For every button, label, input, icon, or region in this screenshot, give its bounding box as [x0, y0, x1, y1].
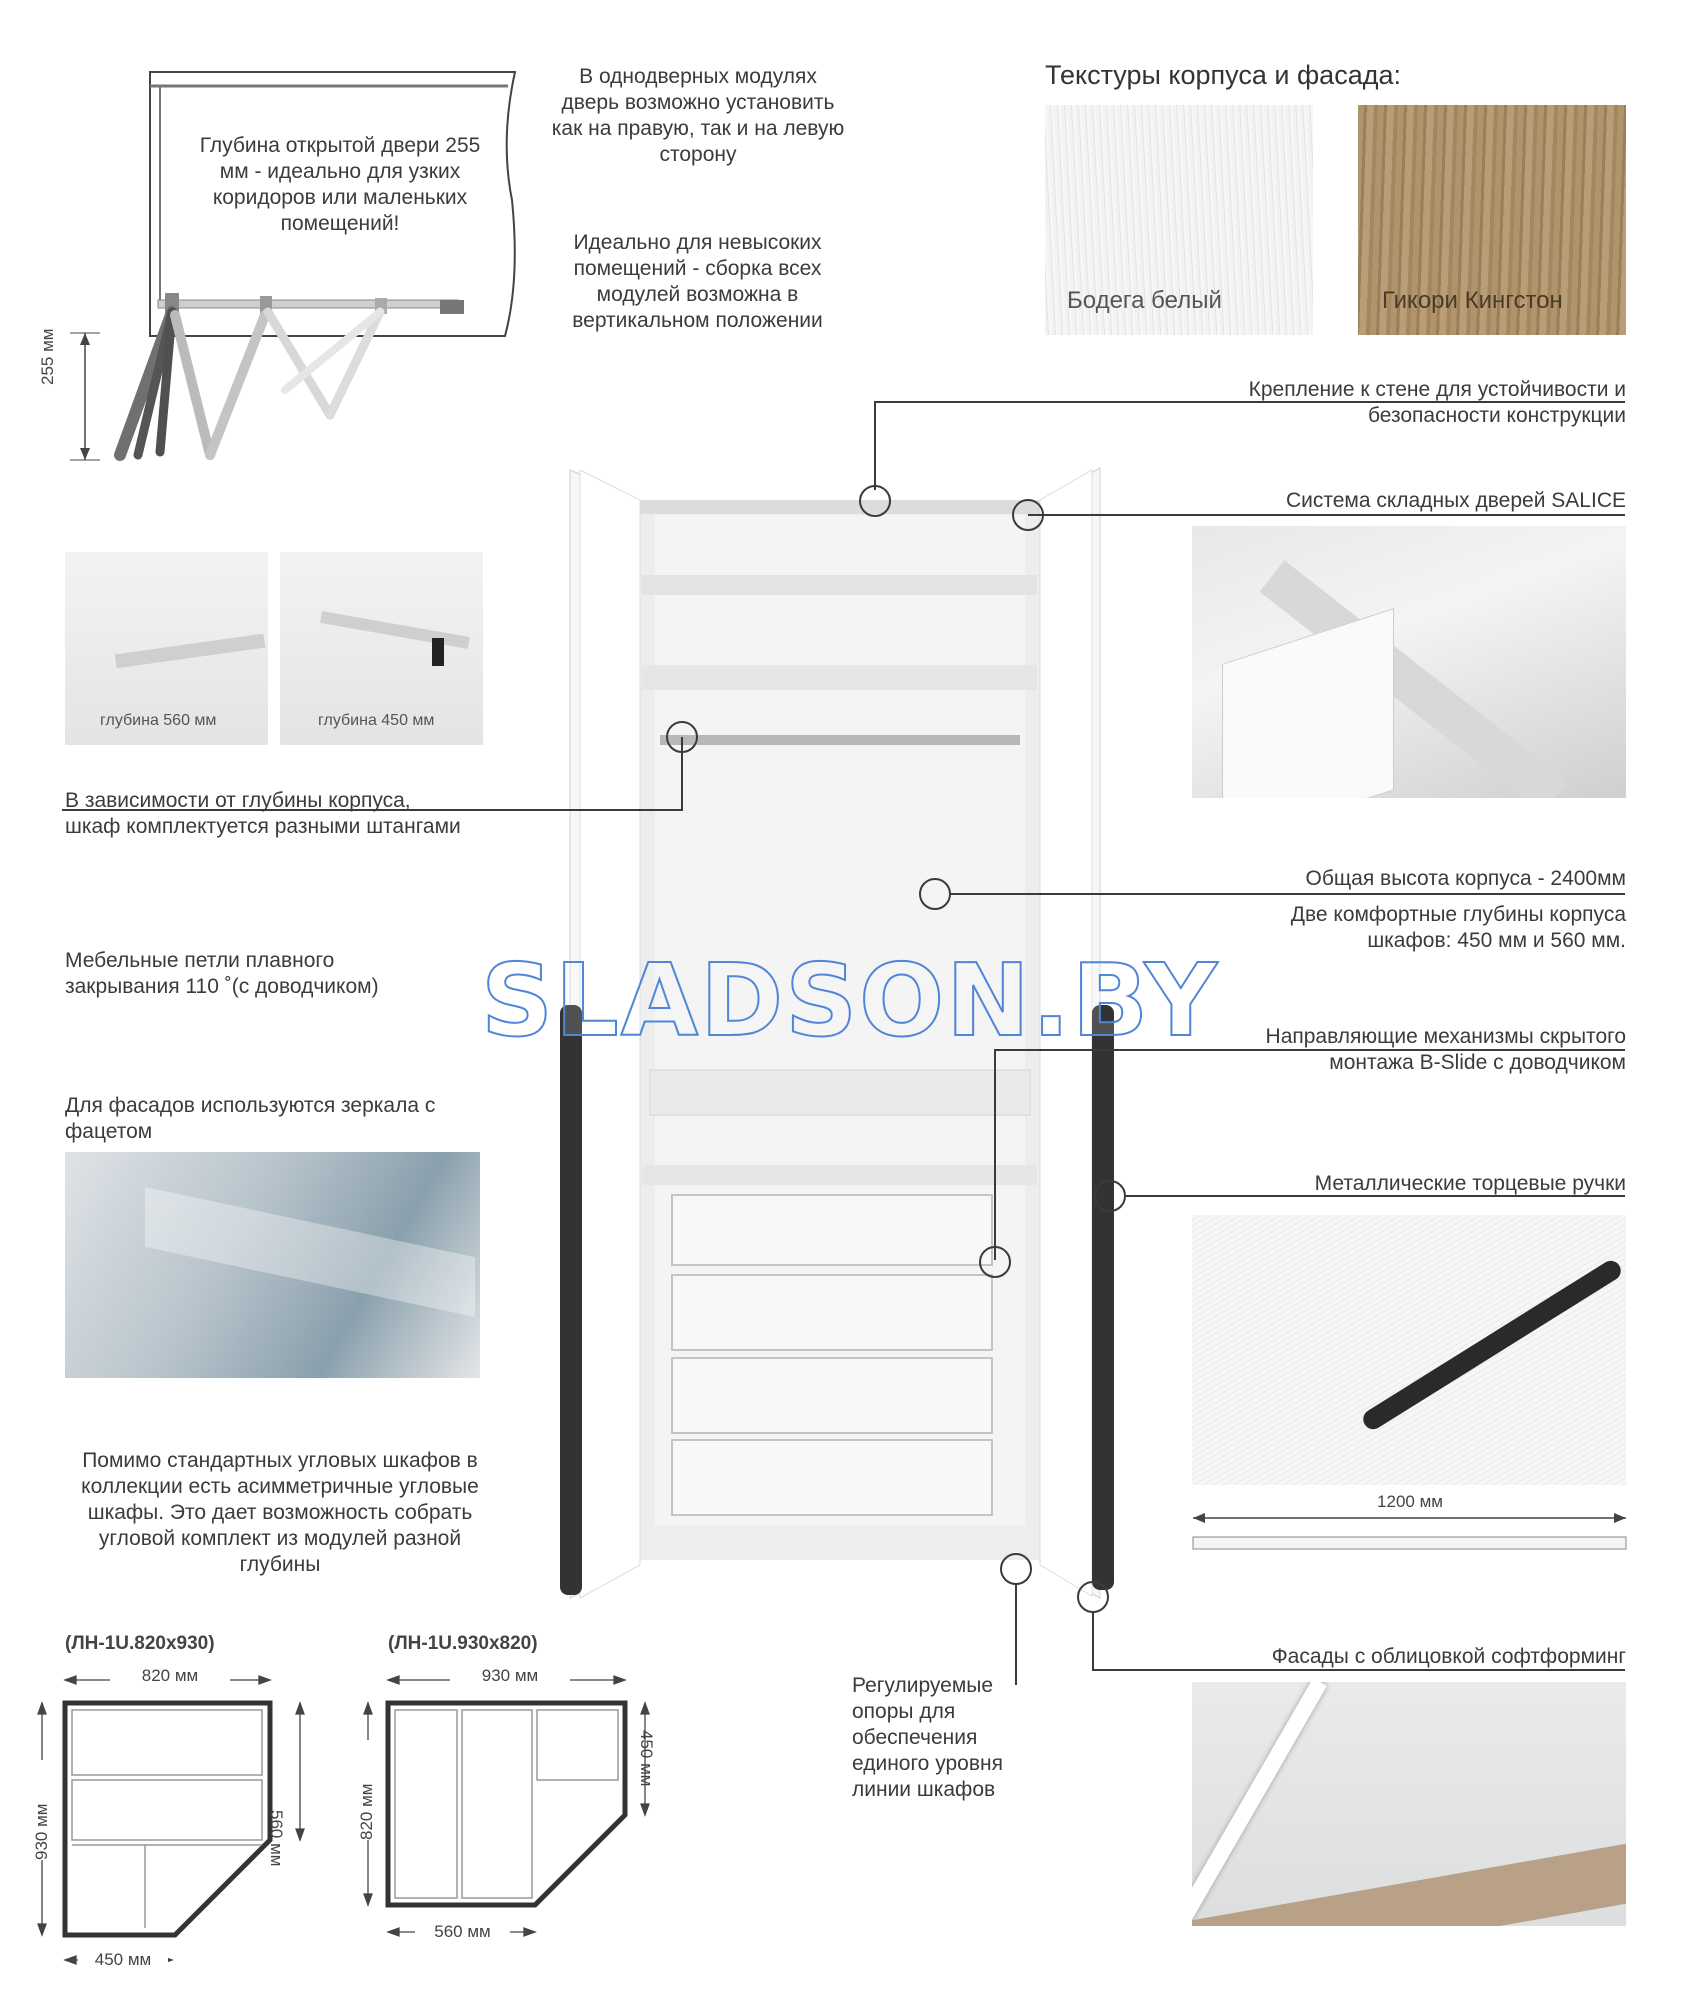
wall-mount-text: Крепление к стене для устойчивости и безопасности конструкции	[1248, 378, 1626, 427]
door-depth-text: Глубина открытой двери 255 мм - идеально для узких коридоров или маленьких помещений!	[199, 134, 481, 235]
plan2-bottom-dim: 560 мм	[415, 1922, 510, 1942]
salice-text: Система складных дверей SALICE	[1285, 489, 1626, 512]
mirrors-text: Для фасадов используются зеркала с фацетом	[65, 1094, 436, 1143]
rods-text: В зависимости от глубины корпуса, шкаф комплектуется разными штангами	[65, 789, 461, 838]
door-depth-dimension: 255 мм	[38, 328, 57, 385]
hinges-text: Мебельные петли плавного закрывания 110 ˚(с доводчиком)	[65, 949, 379, 998]
texture-oak-label: Гикори Кингстон	[1382, 287, 1563, 314]
handles-text: Металлические торцевые ручки	[1314, 1172, 1626, 1195]
plan1-right-dim: 560 мм	[267, 1810, 286, 1867]
bslide-text: Направляющие механизмы скрытого монтажа B-Slide с доводчиком	[1265, 1025, 1626, 1074]
plan2-title: (ЛН-1U.930x820)	[388, 1633, 538, 1654]
feet-text: Регулируемые опоры для обеспечения единого уровня линии шкафов	[852, 1674, 1003, 1801]
plan1-bottom-dim: 450 мм	[78, 1950, 168, 1970]
plan1-left-dim: 930 мм	[32, 1760, 52, 1860]
watermark: SLADSON.BY	[480, 942, 1220, 1059]
rod-560-label: глубина 560 мм	[100, 712, 217, 729]
plan1-top-dim: 820 мм	[110, 1666, 230, 1686]
low-rooms-text: Идеально для невысоких помещений - сборка всех модулей возможна в вертикальном положении	[572, 231, 823, 332]
corner-text: Помимо стандартных угловых шкафов в коллекции есть асимметричные угловые шкафы. Это дает возможность собрать угловой комплект из модулей разной глубины	[81, 1449, 479, 1576]
plan2-right-dim: 450 мм	[637, 1730, 656, 1787]
plan2-left-dim: 820 мм	[357, 1740, 377, 1840]
depths-text: Две комфортные глубины корпуса шкафов: 450 мм и 560 мм.	[1290, 903, 1626, 952]
handle-length: 1200 мм	[1377, 1492, 1443, 1511]
plan2-top-dim: 930 мм	[450, 1666, 570, 1686]
textures-title: Текстуры корпуса и фасада:	[1045, 60, 1401, 90]
door-side-text: В однодверных модулях дверь возможно установить как на правую, так и на левую сторону	[551, 65, 845, 166]
texture-white-label: Бодега белый	[1067, 287, 1222, 314]
height-text: Общая высота корпуса - 2400мм	[1305, 867, 1626, 890]
plan1-title: (ЛН-1U.820x930)	[65, 1633, 215, 1654]
rod-450-label: глубина 450 мм	[318, 712, 435, 729]
softforming-text: Фасады с облицовкой софтформинг	[1271, 1645, 1626, 1668]
